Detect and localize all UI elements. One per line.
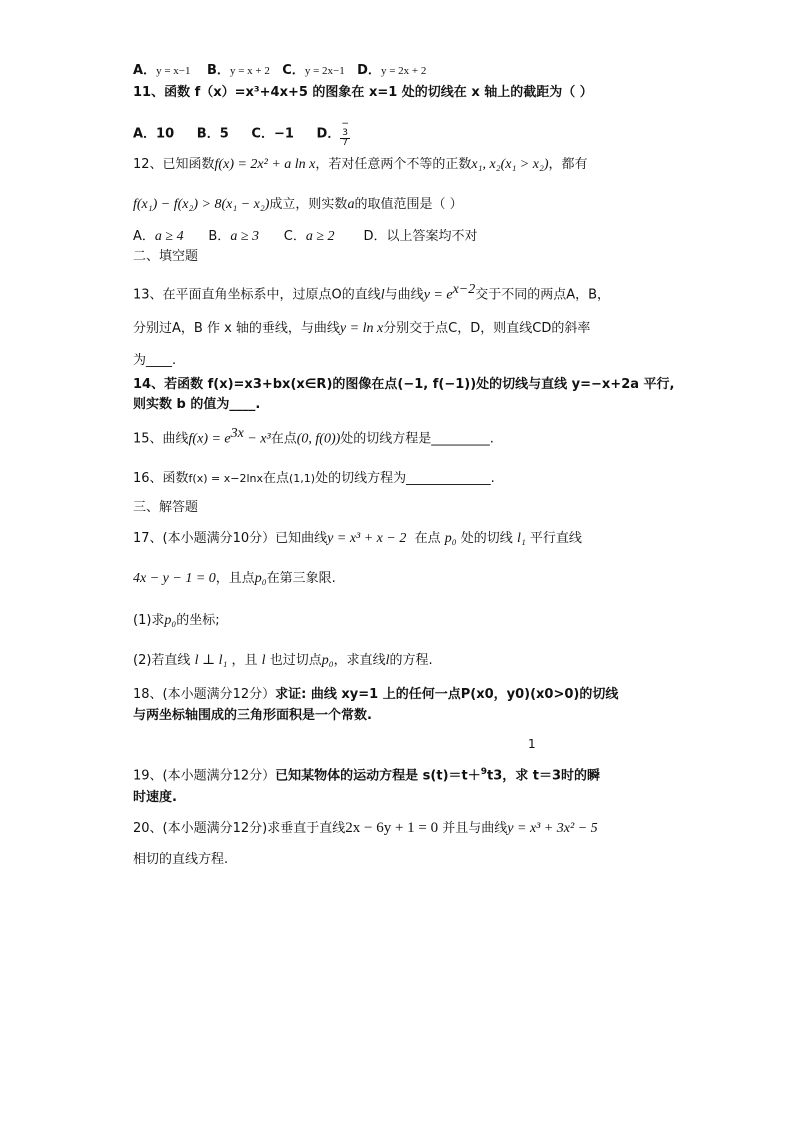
q14-line-2: 则实数 b 的值为____.: [133, 397, 261, 412]
q13-line-2: 分别过A，B 作 x 轴的垂线，与曲线y = ln x分别交于点C，D，则直线CD的斜率: [133, 321, 591, 336]
section-heading-fill-in: 二、填空题: [133, 249, 199, 264]
q20-line-2: 相切的直线方程.: [133, 852, 229, 867]
q19-line-1: 19、(本小题满分12分）已知某物体的运动方程是 s(t)＝t＋$^9$t3，求 t＝3时的瞬: [133, 767, 601, 784]
q16-stem: 16、函数f(x) = x−2lnx在点(1,1)处的切线方程为_____________.: [133, 471, 495, 486]
q20-line-1: 20、(本小题满分12分)求垂直于直线2x − 6y + 1 = 0 并且与曲线y = x³ + 3x² − 5: [133, 820, 598, 836]
q10-option-c: y = 2x−1: [304, 65, 345, 77]
q19-line-2: 时速度.: [133, 790, 177, 805]
q10-option-d: y = 2x + 2: [380, 65, 427, 77]
q13-line-1: 13、在平面直角坐标系中，过原点O的直线l与曲线$y = e^{x-2}$交于不同的两点A，B，: [133, 282, 611, 303]
q18-line-1: 18、(本小题满分12分）求证: 曲线 xy=1 上的任何一点P(x0，y0)(x0>0)的切线: [133, 687, 619, 702]
q11-fraction: − 3 7: [341, 119, 349, 148]
q13-line-3: 为____.: [133, 353, 177, 368]
q10-option-a: y = x−1: [156, 65, 191, 77]
q11-stem: 11、函数 f（x）=x³+4x+5 的图象在 x=1 处的切线在 x 轴上的截距为（ ）: [133, 85, 593, 100]
q12-options: A．a ≥ 4 B．a ≥ 3 C．a ≥ 2 D．以上答案均不对: [133, 229, 478, 244]
q14-line-1: 14、若函数 f(x)=x3+bx(x∈R)的图像在点(−1, f(−1))处的切线与直线 y=−x+2a 平行,: [133, 377, 675, 392]
q17-part-1: (1)求p₀的坐标;: [133, 613, 220, 628]
q10-options: A．y = x−1 B．y = x + 2 C．y = 2x−1 D．y = 2x + 2: [133, 63, 427, 78]
q17-line-1: 17、(本小题满分10分）已知曲线y = x³ + x − 2 在点 p₀ 处的切线 l₁ 平行直线: [133, 531, 582, 546]
q17-part-2: (2)若直线 l ⊥ l₁ ，且 l 也过切点p₀，求直线l的方程.: [133, 653, 433, 668]
q10-option-b: y = x + 2: [229, 65, 270, 77]
q12-line-2: f(x₁) − f(x₂) > 8(x₁ − x₂)成立，则实数a的取值范围是（ ）: [133, 197, 463, 212]
q11-options: A．10 B．5 C．−1 D． − 3 7: [133, 119, 349, 148]
q19-fraction-numerator: 1: [528, 737, 536, 751]
q12-line-1: 12、已知函数f(x) = 2x² + a ln x，若对任意两个不等的正数x₁, x₂(x₁ > x₂)，都有: [133, 157, 588, 172]
q15-stem: 15、曲线$f(x) = e^{3x} - x^3$在点(0, f(0))处的切线方程是_________.: [133, 426, 494, 447]
q17-line-2: 4x − y − 1 = 0，且点p₀在第三象限.: [133, 571, 336, 586]
section-heading-solve: 三、解答题: [133, 500, 199, 515]
q18-line-2: 与两坐标轴围成的三角形面积是一个常数.: [133, 708, 372, 723]
